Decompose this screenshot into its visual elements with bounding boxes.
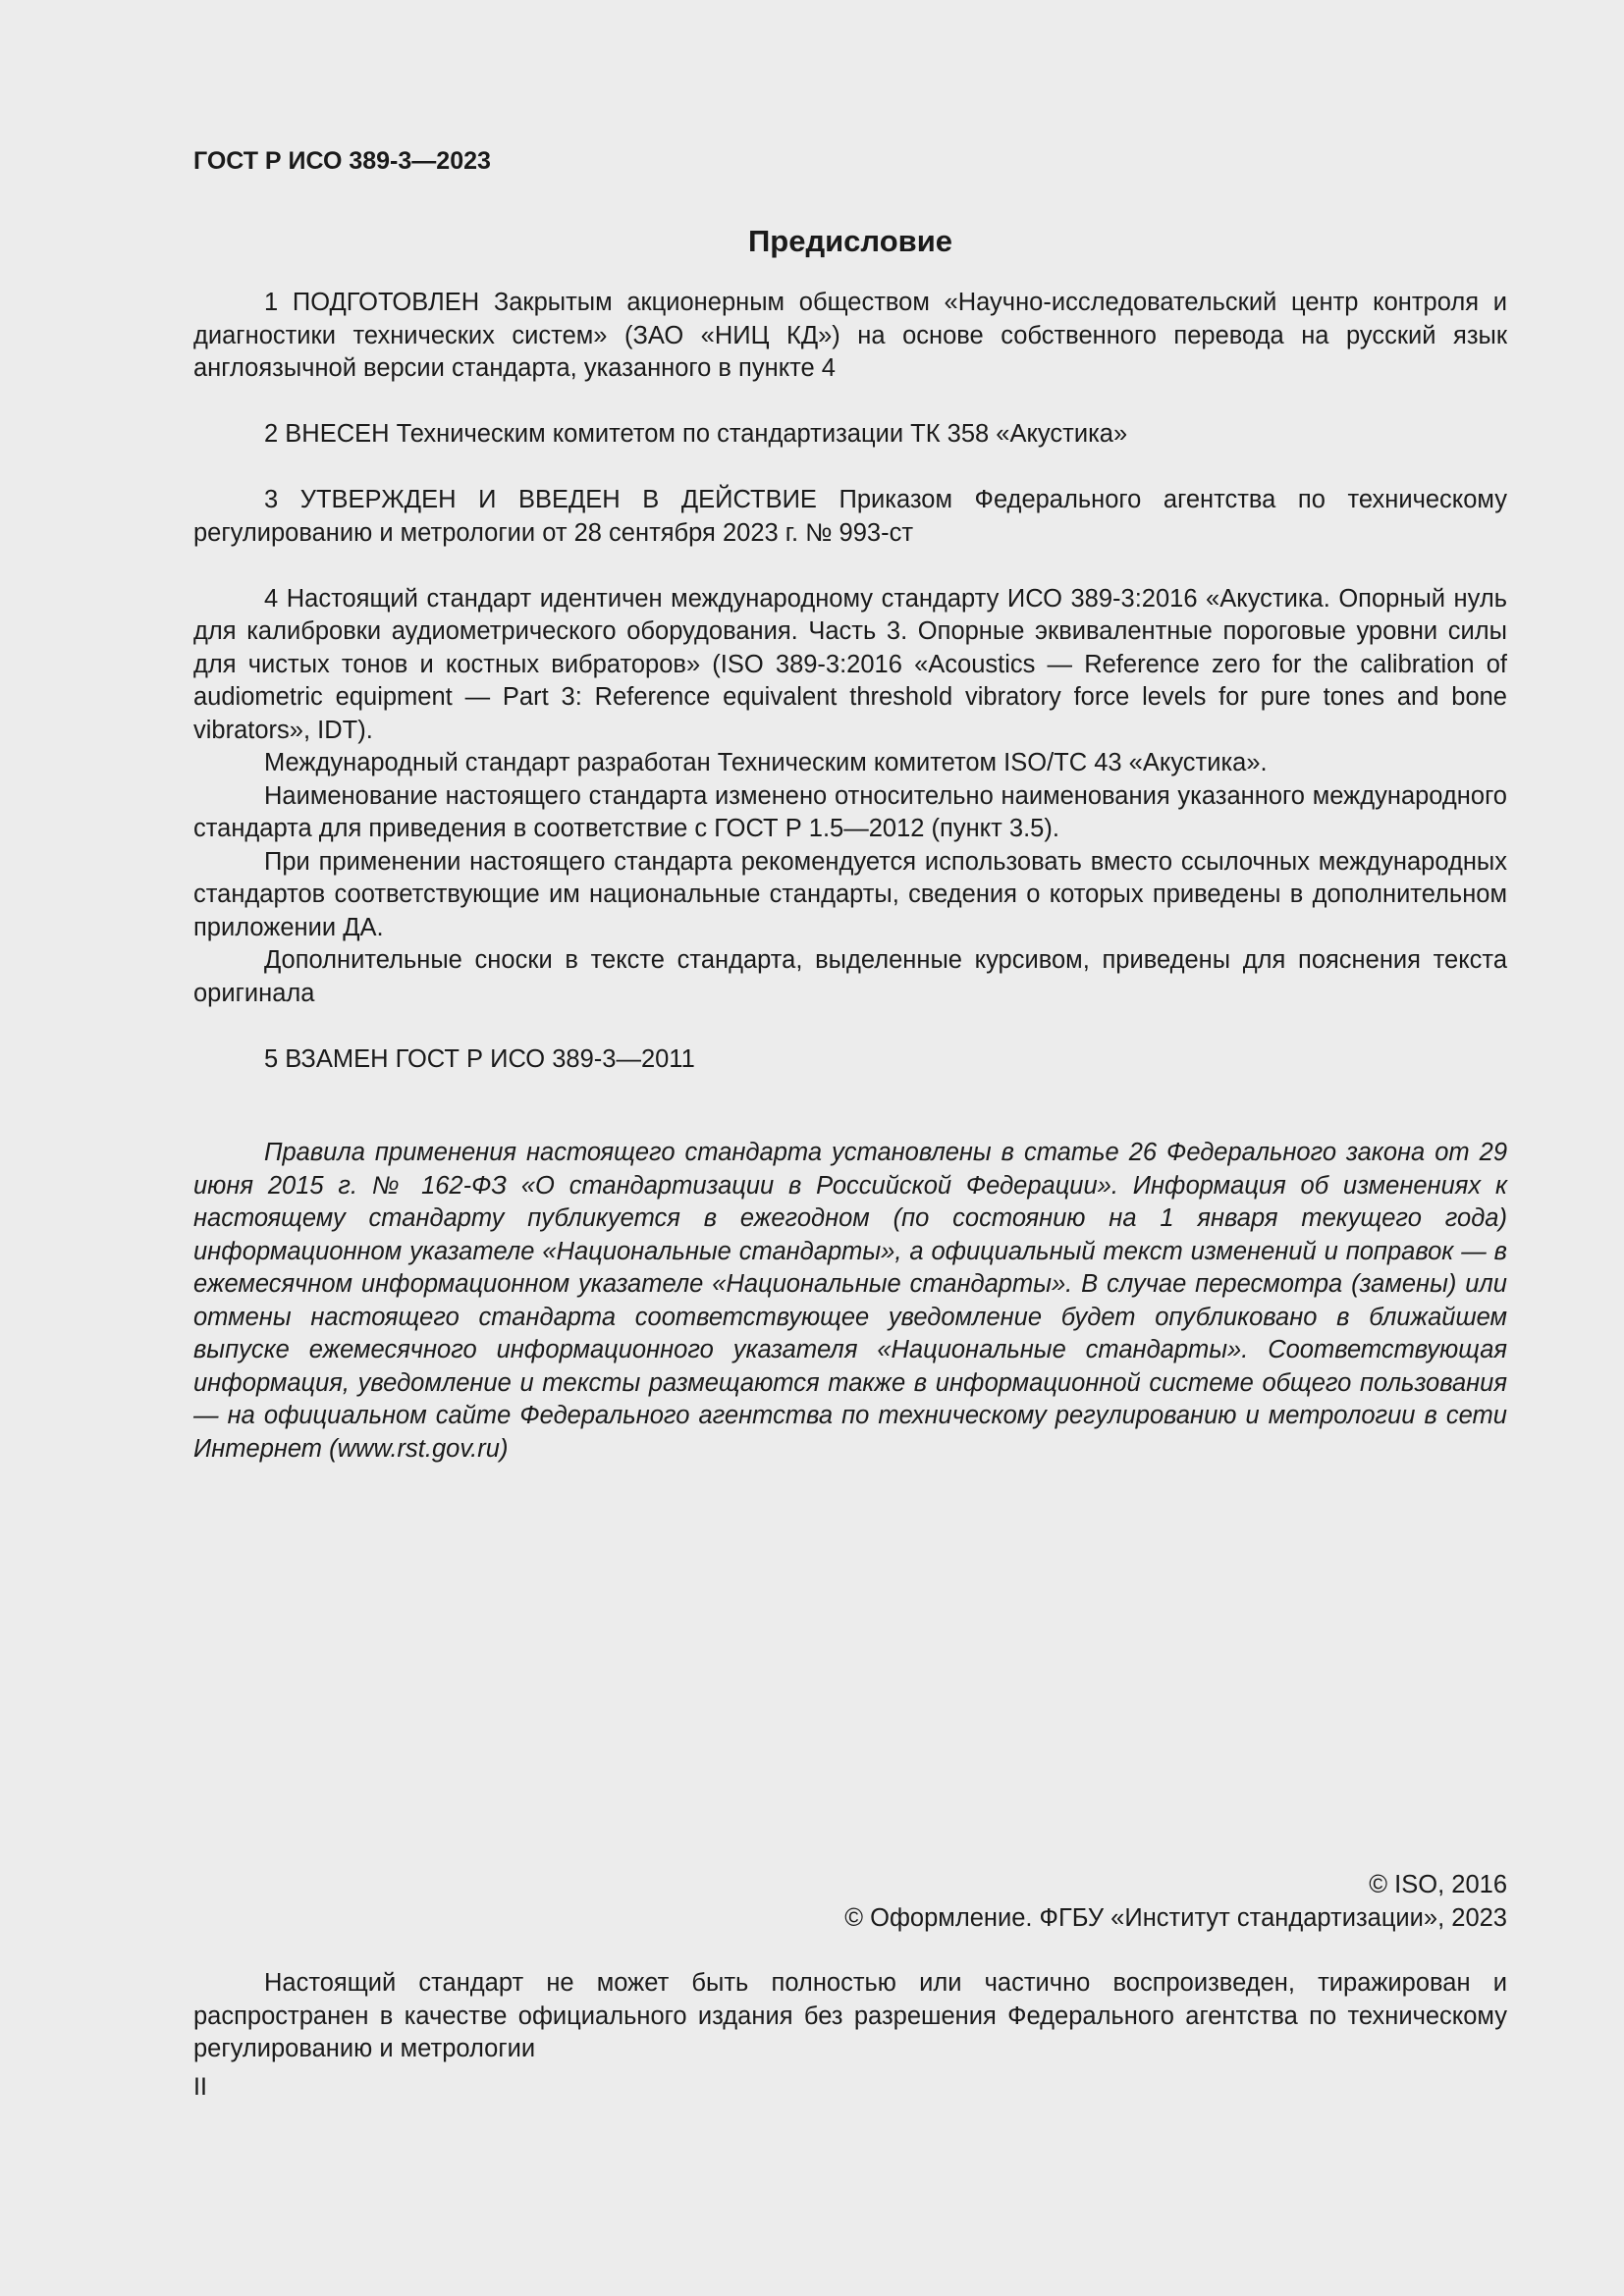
item-4: 4 Настоящий стандарт идентичен международному стандарту ИСО 389-3:2016 «Акустика. Опорный нуль для калибровки аудиометрического оборудования. Часть 3. Опорные эквивалентные пороговые уровни силы для чистых тонов и костных вибраторов» (ISO 389-3:2016 «Acoustics — Reference zero for the calibration of audiometric equipment — Part 3: Reference equivalent threshold vibratory force levels for pure tones and bone vibrators», IDT). xyxy=(193,584,1507,744)
item-1: 1 ПОДГОТОВЛЕН Закрытым акционерным обществом «Научно-исследовательский центр контроля и диагностики технических систем» (ЗАО «НИЦ КД») на основе собственного перевода на русский язык англоязычной версии стандарта, указанного в пункте 4 xyxy=(193,289,1507,382)
item-4-developer: Международный стандарт разработан Техническим комитетом ISO/TC 43 «Акустика». xyxy=(264,749,1268,776)
item-5: 5 ВЗАМЕН ГОСТ Р ИСО 389-3—2011 xyxy=(264,1044,695,1073)
copyright-iso: © ISO, 2016 xyxy=(1369,1871,1507,1898)
item-4-footnotes: Дополнительные сноски в тексте стандарта, выделенные курсивом, приведены для пояснения текста оригинала xyxy=(193,946,1507,1007)
copyright-design: © Оформление. ФГБУ «Институт стандартизации», 2023 xyxy=(844,1903,1507,1932)
reproduction-notice: Настоящий стандарт не может быть полностью или частично воспроизведен, тиражирован и распространен в качестве официального издания без разрешения Федерального агентства по техническому регулированию и метрологии xyxy=(193,1969,1507,2062)
item-4-references: При применении настоящего стандарта рекомендуется использовать вместо ссылочных международных стандартов соответствующие им национальные стандарты, сведения о которых приведены в дополнительном приложении ДА. xyxy=(193,847,1507,941)
item-2: 2 ВНЕСЕН Техническим комитетом по стандартизации ТК 358 «Акустика» xyxy=(264,420,1128,448)
foreword-body xyxy=(193,287,1507,1076)
document-header: ГОСТ Р ИСО 389-3—2023 xyxy=(193,147,491,175)
copyright-block xyxy=(193,1869,1507,1935)
rules-note: Правила применения настоящего стандарта установлены в статье 26 Федерального закона от 29 июня 2015 г. № 162-ФЗ «О стандартизации в Российской Федерации». Информация об изменениях к настоящему стандарту публикуется в ежегодном (по состоянию на 1 января текущего года) информационном указателе «Национальные стандарты», а официальный текст изменений и поправок — в ежемесячном информационном указателе «Национальные стандарты». В случае пересмотра (замены) или отмены настоящего стандарта соответствующее уведомление будет опубликовано в ближайшем выпуске ежемесячного информационного указателя «Национальные стандарты». Соответствующая информация, уведомление и тексты размещаются также в информационной системе общего пользования — на официальном сайте Федерального агентства по техническому регулированию и метрологии в сети Интернет (www.rst.gov.ru) xyxy=(193,1139,1507,1463)
item-4-name-change: Наименование настоящего стандарта изменено относительно наименования указанного международного стандарта для приведения в соответствие с ГОСТ Р 1.5—2012 (пункт 3.5). xyxy=(193,781,1507,842)
rules-note-block xyxy=(193,1137,1507,1466)
page-number: II xyxy=(193,2073,207,2101)
page-title: Предисловие xyxy=(747,224,952,258)
item-3: 3 УТВЕРЖДЕН И ВВЕДЕН В ДЕЙСТВИЕ Приказом Федерального агентства по техническому регулированию и метрологии от 28 сентября 2023 г. № 993-ст xyxy=(193,486,1507,547)
reproduction-block xyxy=(193,1967,1507,2066)
